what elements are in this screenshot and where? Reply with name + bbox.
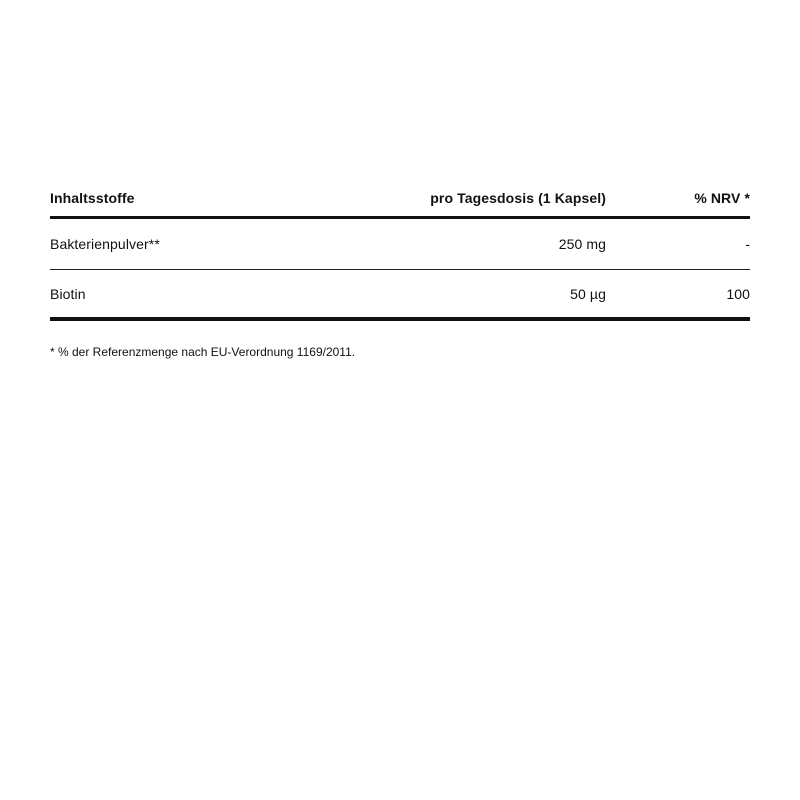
nutrition-table (50, 180, 750, 321)
nrv-cell: - (745, 236, 750, 252)
dose-cell: 50 µg (570, 285, 606, 302)
footnote: * % der Referenzmenge nach EU-Verordnung 1169/2011. (50, 345, 356, 359)
ingredient-cell: Biotin (50, 285, 86, 302)
header-dose: pro Tagesdosis (1 Kapsel) (430, 190, 606, 206)
table-row (50, 270, 750, 321)
ingredient-cell: Bakterienpulver** (50, 236, 160, 252)
header-ingredient: Inhaltsstoffe (50, 190, 135, 206)
dose-cell: 250 mg (558, 236, 606, 252)
header-nrv: % NRV * (694, 190, 750, 206)
table-header-row (50, 180, 750, 219)
nrv-cell: 100 (726, 285, 750, 302)
table-row (50, 219, 750, 270)
